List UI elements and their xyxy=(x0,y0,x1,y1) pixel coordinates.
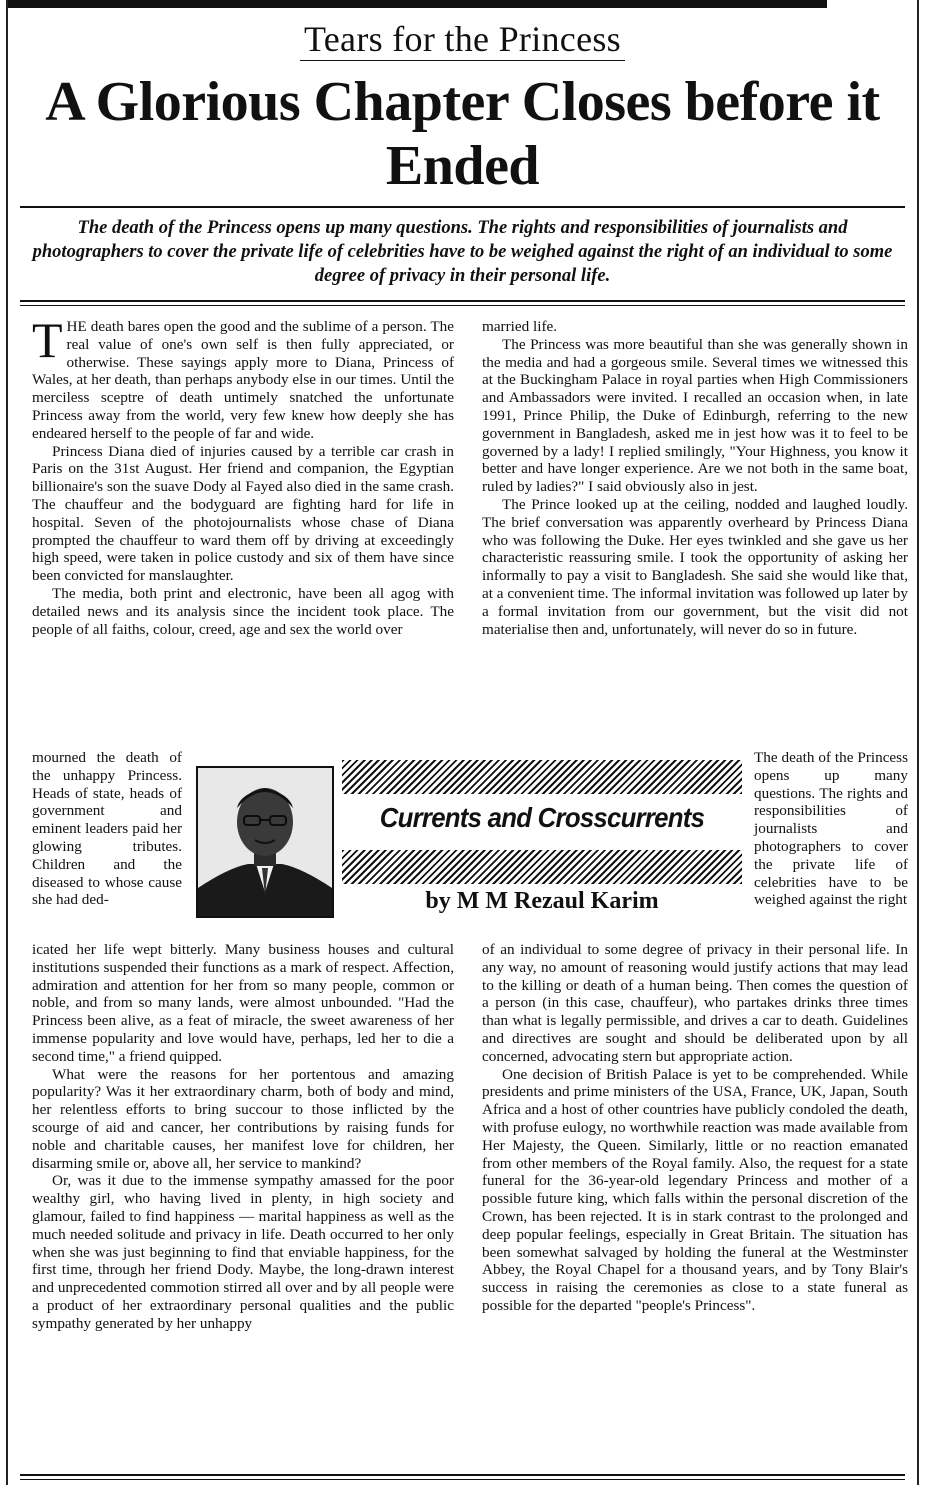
standfirst-top-rule xyxy=(20,206,905,208)
paragraph: One decision of British Palace is yet to be comprehended. While presidents and prime ministers of the USA, France, UK, Japan, South Africa and a host of other countries have publicly condoled the death, with profuse eulogy, no worthwhile reaction was made available from Her Majesty, the Queen. Similarly, little or no reaction emanated from other members of the Royal family. Also, the request for a state funeral for the 36-year-old legendary Princess and mother of a possible future king, which falls within the personal discretion of the Crown, has been rejected. It is in stark contrast to the prolonged and deep popular feelings, especially in Great Britain. The situation has been somewhat salvaged by holding the funeral at the Westminster Abbey, the Royal Chapel for a thousand years, and by Tony Blair's success in raising the ceremonies as close to a state funeral as possible for the departed "people's Princess". xyxy=(482,1065,908,1314)
left-border xyxy=(6,0,8,1485)
right-column-narrow xyxy=(754,749,908,909)
drop-cap: T xyxy=(32,312,63,368)
paragraph: icated her life wept bitterly. Many business houses and cultural institutions suspended their functions as a mark of respect. Affection, admiration and attention for her from so many people, common or noble, and from so many lands, were almost unbounded. "Had the Princess been alive, as a feat of miracle, the sweet awareness of her immense popularity and love would have, perhaps, led her to die a second time," a friend quipped. xyxy=(32,941,454,1065)
paragraph: The Prince looked up at the ceiling, nodded and laughed loudly. The brief conversation was apparently overheard by Princess Diana who was following the Duke. Her eyes twinkled and she gave us her characteristic reassuring smile. I took the opportunity of asking her informally to pay a visit to Bangladesh. She said she would like that, at a convenient time. The informal invitation was followed up later by a formal invitation from our government, but the visit did not materialise then and, unfortunately, will never do so in future. xyxy=(482,495,908,638)
author-photo xyxy=(196,766,334,918)
left-column-top xyxy=(32,312,454,638)
paragraph: married life. xyxy=(482,318,558,335)
right-column-bottom xyxy=(482,941,908,1315)
left-column-narrow xyxy=(32,749,182,909)
bottom-rule-thin xyxy=(20,1479,905,1480)
kicker-title: Tears for the Princess xyxy=(304,19,621,59)
paragraph: The media, both print and electronic, have been all agog with detailed news and its analysis since the incident took place. The people of all faiths, colour, creed, age and sex the world over xyxy=(32,584,454,638)
column-header-box xyxy=(196,760,742,924)
column-title: Currents and Crosscurrents xyxy=(379,802,705,833)
right-column-top xyxy=(482,318,908,638)
byline: by M M Rezaul Karim xyxy=(425,888,659,914)
standfirst-bottom-rule-thin xyxy=(20,305,905,306)
paragraph: What were the reasons for her portentous and amazing popularity? Was it her extraordinary charm, both of body and mind, her relentless efforts to bring succour to those inflicted by the scourge of aid and cancer, her contributions by raising funds for noble and charitable causes, her manifest love for children, her disarming smile or, above all, her service to mankind? xyxy=(32,1065,454,1172)
paragraph: The Princess was more beautiful than she was generally shown in the media and had a gorgeous smile. Several times we witnessed this at the Buckingham Palace in royal parties when High Commissioners and Ambassadors were invited. I recalled an occasion when, in late 1991, Prince Philip, the Duke of Edinburgh, referring to the new government in Bangladesh, asked me in jest how was it to feel to be governed by a lady! I replied smilingly, "Your Highness, you know it better and have longer experience. Are we not both in the same boat, ruled by ladies?" I said obviously also in jest. xyxy=(482,335,908,496)
paragraph: The death of the Princess opens up many questions. The rights and responsibilities of journalists and photographers to cover the private life of celebrities have to be weighed against the right xyxy=(754,749,908,909)
right-border xyxy=(917,0,919,1485)
paragraph-text: HE death bares open the good and the sublime of a person. The real value of one's own self is then fully appreciated, or otherwise. These sayings apply more to Diana, Princess of Wales, at her death, than perhaps anybody else in our times. Until the merciless sceptre of death untimely snatched the unfortunate Princess away from the world, very few knew how deeply she has endeared herself to the people of far and wide. xyxy=(32,318,454,442)
author-portrait-icon xyxy=(198,768,332,916)
bottom-rule xyxy=(20,1474,905,1476)
hatched-band-bottom xyxy=(342,850,742,884)
hatched-band-top xyxy=(342,760,742,794)
left-column-bottom xyxy=(32,941,454,1333)
standfirst: The death of the Princess opens up many questions. The rights and responsibilities of journalists and photographers to cover the private life of celebrities have to be weighed against the right of an individual to some degree of privacy in their personal life. xyxy=(32,218,893,286)
paragraph xyxy=(32,312,454,443)
kicker-underline xyxy=(300,60,625,61)
top-border-gap xyxy=(827,0,917,8)
paragraph: mourned the death of the unhappy Princess. Heads of state, heads of government and eminent leaders paid her glowing tributes. Children and the diseased to whose cause she had ded- xyxy=(32,749,182,909)
headline: A Glorious Chapter Closes before it Ended xyxy=(45,71,880,197)
paragraph: of an individual to some degree of privacy in their personal life. In any way, no amount of reasoning would justify actions that may lead to the killing or death of a human being. Then comes the question of a person (in this case, chauffeur), who partakes drinks three times than what is legally permissible, and drives a car to death. Guidelines and directives are sought and should be deliberated upon by all concerned, advocating stern but appropriate action. xyxy=(482,941,908,1065)
paragraph: Or, was it due to the immense sympathy amassed for the poor wealthy girl, who having lived in plenty, in high society and glamour, failed to find happiness — marital happiness as well as the much needed solitude and privacy in life. Death occurred to her only when she was just beginning to find that enviable happiness, for the first time, through her friend Dody. Maybe, the long-drawn interest and unprecedented commotion stirred all over and by all people were a product of her extraordinary personal qualities and the public sympathy generated by her unhappy xyxy=(32,1172,454,1332)
paragraph: Princess Diana died of injuries caused by a terrible car crash in Paris on the 31st August. Her friend and companion, the Egyptian billionaire's son the suave Dody al Fayed also died in the same crash. The chauffeur and the bodyguard are fighting hard for life in hospital. Seven of the photojournalists whose chase of Diana prompted the chauffeur to ward them off by driving at exceedingly high speed, were taken in police custody and six of them have since been convicted for manslaughter. xyxy=(32,442,454,585)
top-border xyxy=(8,0,917,8)
standfirst-bottom-rule xyxy=(20,300,905,302)
